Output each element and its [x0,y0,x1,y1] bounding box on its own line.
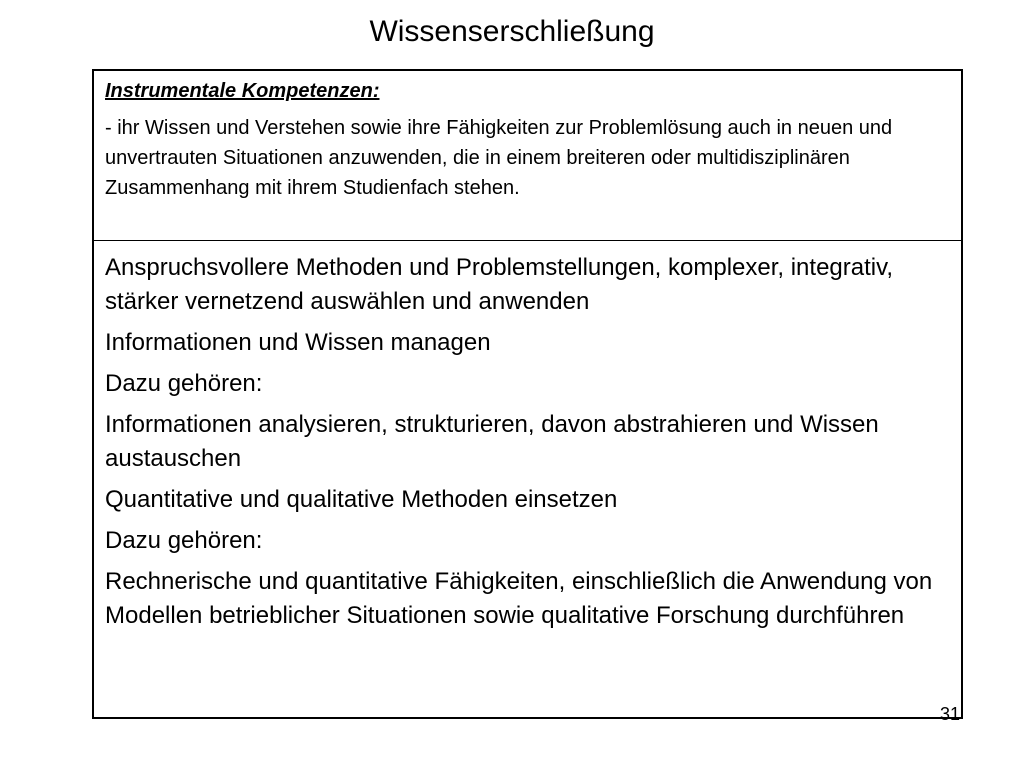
list-item: Quantitative und qualitative Methoden einsetzen [105,486,618,513]
content-box [92,69,963,719]
list-item: Informationen und Wissen managen [105,329,491,356]
competence-list [94,241,961,640]
list-item: Dazu gehören: [105,370,263,397]
page-number: 31 [940,704,961,724]
list-item: Anspruchsvollere Methoden und Problemstellungen, komplexer, integrativ, stärker vernetzend auswählen und anwenden [105,254,893,315]
competence-definition [94,71,961,241]
list-item: Informationen analysieren, strukturieren, davon abstrahieren und Wissen austauschen [105,411,879,472]
slide-title: Wissenserschließung [369,15,655,48]
section-intro-text: - ihr Wissen und Verstehen sowie ihre Fähigkeiten zur Problemlösung auch in neuen und unvertrauten Situationen anzuwenden, die in einem breiteren oder multidisziplinären Zusammenhang mit ihrem Studienfach stehen. [105,117,893,199]
section-heading: Instrumentale Kompetenzen: [105,80,380,102]
list-item: Dazu gehören: [105,527,263,554]
list-item: Rechnerische und quantitative Fähigkeiten, einschließlich die Anwendung von Modellen betrieblicher Situationen sowie qualitative Forschung durchführen [105,568,933,629]
